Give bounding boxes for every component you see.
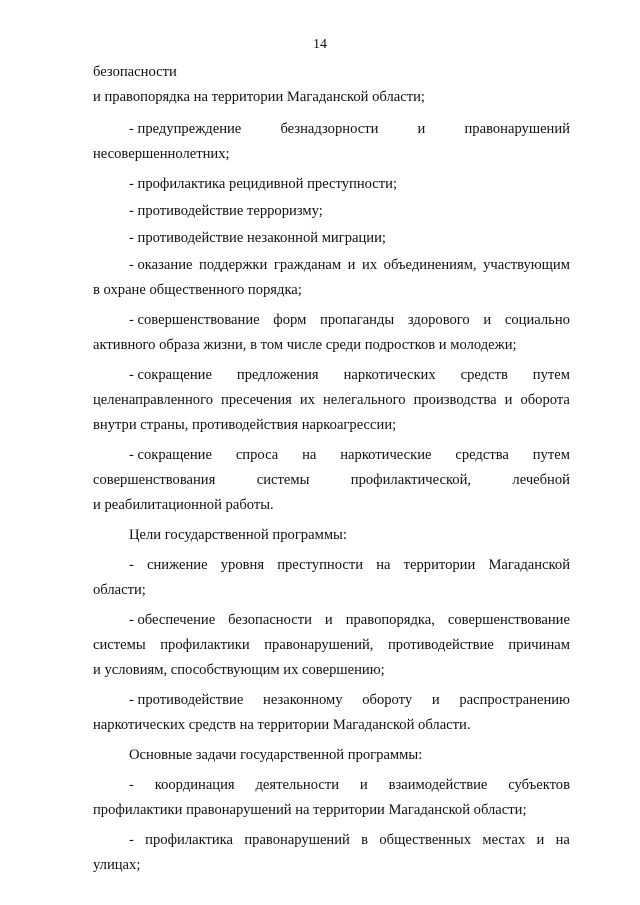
text-line: наркотических средств на территории Магаданской области. [93, 717, 471, 733]
word: снижение [147, 557, 208, 573]
word: системы [256, 472, 310, 488]
word: - [129, 832, 134, 848]
word: наркотические [340, 447, 432, 463]
word: профилактической, [350, 472, 472, 488]
text-line [93, 443, 570, 468]
word: - предупреждение [129, 121, 242, 137]
paragraph [93, 172, 570, 197]
text-line [93, 468, 570, 493]
word: и [359, 777, 368, 793]
word: - противодействие [129, 692, 244, 708]
text-line: активного образа жизни, в том числе среди подростков и молодежи; [93, 337, 517, 353]
word: объединениям, [383, 257, 477, 273]
word: гражданам [273, 257, 342, 273]
text-line [93, 308, 570, 333]
text-line: области; [93, 582, 146, 598]
word: и [347, 257, 356, 273]
word: деятельности [255, 777, 340, 793]
word: преступности [277, 557, 364, 573]
word: субъектов [508, 777, 570, 793]
paragraph [93, 688, 570, 738]
text-line: внутри страны, противодействия наркоагрессии; [93, 417, 397, 433]
word: общественных [379, 832, 472, 848]
paragraph [93, 226, 570, 251]
text-line: и условиям, способствующим их совершению; [93, 662, 385, 678]
paragraph [93, 608, 570, 683]
word: безнадзорности [280, 121, 379, 137]
word: и [431, 692, 440, 708]
text-line [93, 117, 570, 142]
word: совершенствование [447, 612, 570, 628]
word: социально [504, 312, 570, 328]
word: безопасности [228, 612, 312, 628]
word: Магаданской [488, 557, 570, 573]
word: здорового [407, 312, 470, 328]
word: пропаганды [320, 312, 395, 328]
word: местах [482, 832, 526, 848]
word: предложения [236, 367, 319, 383]
word: их [299, 392, 315, 408]
text-line: Основные задачи государственной программы: [129, 747, 423, 763]
word: форм [273, 312, 307, 328]
word: координация [154, 777, 235, 793]
text-line [93, 388, 570, 413]
page-number: 14 [313, 37, 327, 52]
word: оборота [520, 392, 570, 408]
word: спроса [235, 447, 279, 463]
word: наркотических [343, 367, 436, 383]
word: лечебной [512, 472, 570, 488]
word: - оказание [129, 257, 193, 273]
word: и [536, 832, 545, 848]
text-line [93, 688, 570, 713]
word: правонарушений [244, 832, 350, 848]
paragraph [93, 553, 570, 603]
text-line: - противодействие терроризму; [129, 203, 323, 219]
text-line [93, 633, 570, 658]
word: средств [460, 367, 508, 383]
text-line: безопасности [93, 64, 177, 80]
paragraph [93, 308, 570, 358]
word: обороту [362, 692, 413, 708]
paragraph [93, 523, 570, 548]
word: на [376, 557, 391, 573]
text-line: и правопорядка на территории Магаданской области; [93, 89, 425, 105]
word: участвующим [483, 257, 570, 273]
word: причинам [508, 637, 570, 653]
text-line: - противодействие незаконной миграции; [129, 230, 386, 246]
word: и [417, 121, 426, 137]
text-line [93, 363, 570, 388]
word: пресечения [221, 392, 292, 408]
document-body [93, 60, 570, 878]
word: и [324, 612, 333, 628]
word: правонарушений, [264, 637, 374, 653]
word: средства [455, 447, 509, 463]
paragraph [93, 253, 570, 303]
word: профилактика [145, 832, 234, 848]
text-line [93, 773, 570, 798]
word: правопорядка, [345, 612, 435, 628]
paragraph [93, 60, 570, 110]
paragraph [93, 363, 570, 438]
text-line: и реабилитационной работы. [93, 497, 274, 513]
word: территории [403, 557, 476, 573]
text-line [93, 608, 570, 633]
word: - [129, 777, 134, 793]
word: незаконному [263, 692, 343, 708]
word: и [483, 312, 492, 328]
word: путем [532, 447, 570, 463]
word: - [129, 557, 134, 573]
word: - сокращение [129, 447, 212, 463]
text-line: несовершеннолетних; [93, 146, 230, 162]
paragraph [93, 828, 570, 878]
text-line [93, 828, 570, 853]
word: целенаправленного [93, 392, 214, 408]
word: нелегального [322, 392, 406, 408]
paragraph [93, 117, 570, 167]
word: уровня [220, 557, 265, 573]
word: в [361, 832, 369, 848]
word: на [302, 447, 317, 463]
paragraph [93, 199, 570, 224]
text-line: Цели государственной программы: [129, 527, 347, 543]
word: - сокращение [129, 367, 212, 383]
word: противодействие [387, 637, 494, 653]
paragraph [93, 743, 570, 768]
word: и [504, 392, 513, 408]
paragraph [93, 773, 570, 823]
text-line: улицах; [93, 857, 141, 873]
word: совершенствования [93, 472, 216, 488]
word: на [555, 832, 570, 848]
paragraph [93, 443, 570, 518]
word: поддержки [199, 257, 268, 273]
word: их [362, 257, 378, 273]
word: путем [532, 367, 570, 383]
text-line [93, 253, 570, 278]
text-line [93, 553, 570, 578]
word: - совершенствование [129, 312, 260, 328]
text-line: - профилактика рецидивной преступности; [129, 176, 398, 192]
word: взаимодействие [388, 777, 488, 793]
word: системы [93, 637, 146, 653]
word: - обеспечение [129, 612, 216, 628]
word: распространению [459, 692, 570, 708]
word: производства [413, 392, 497, 408]
text-line: профилактики правонарушений на территории Магаданской области; [93, 802, 527, 818]
word: профилактики [160, 637, 250, 653]
text-line: в охране общественного порядка; [93, 282, 302, 298]
word: правонарушений [464, 121, 570, 137]
